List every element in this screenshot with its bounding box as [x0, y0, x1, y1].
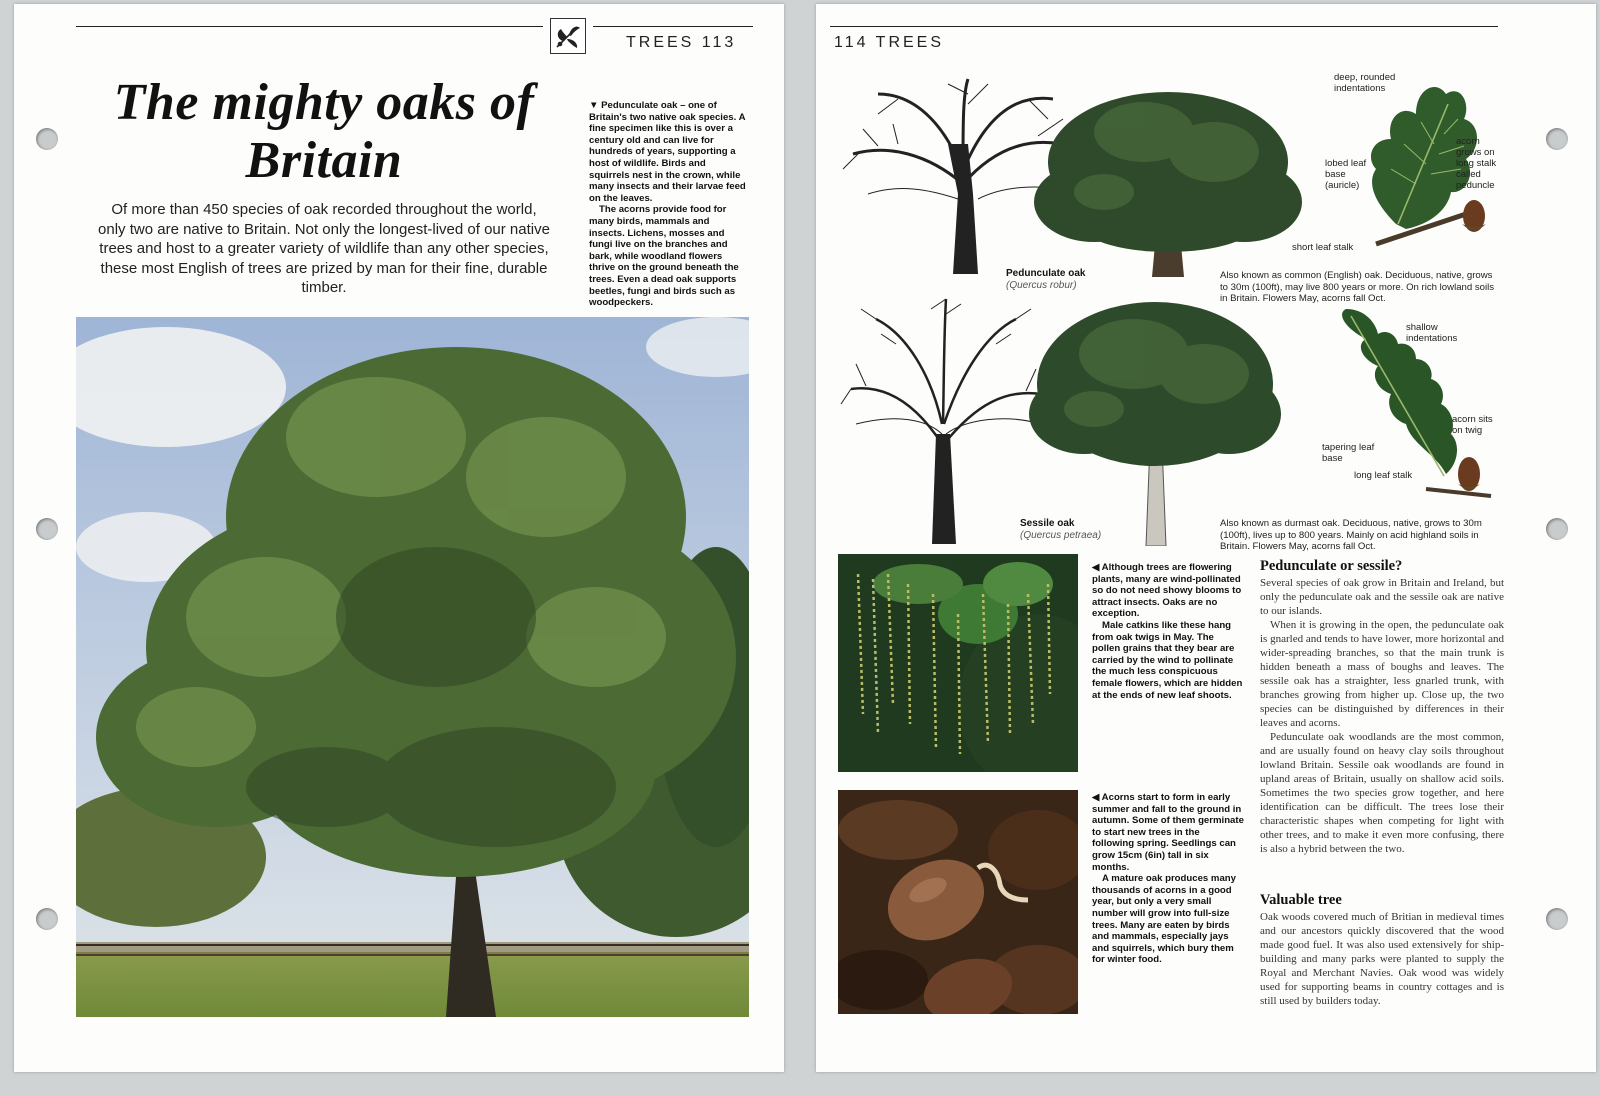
title-line-2: Britain — [245, 132, 403, 189]
binder-hole — [1546, 908, 1568, 930]
binder-hole — [36, 518, 58, 540]
label-long-leaf-stalk: long leaf stalk — [1354, 470, 1413, 481]
running-head: 114 TREES — [834, 34, 945, 51]
sessile-oak-description: Also known as durmast oak. Deciduous, native, grows to 30m (100ft), lives up to 800 years. Mainly on acid highland soils in Britain. Flowers May, acorns fall Oct. — [1220, 518, 1482, 552]
binder-hole — [1546, 128, 1568, 150]
header-rule — [593, 26, 753, 27]
body-paragraph: Pedunculate oak woodlands are the most common, and are usually found on heavy clay soils throughout lowland Britain. Sessile oak woodlands are found in upland areas of Britain, usually on shallow acid soils. Sometimes the two species grow together, and here identification can be difficult. The trees lose their characteristic shapes when competing for light with other trees, and to make it even more confusing, there is also a hybrid between the two. — [1260, 731, 1504, 855]
header-rule — [76, 26, 543, 27]
title-line-1: The mighty oaks of — [113, 74, 535, 131]
caption-paragraph: A mature oak produces many thousands of acorns in a good year, but only a very small number will grow into full-size trees. Many are eaten by birds and mammals, especially jays and squirrels, which bury them for winter food. — [1092, 873, 1236, 966]
caption-paragraph: ▼ Pedunculate oak – one of Britain's two native oak species. A fine specimen like this is over a century old and can live for hundreds of years, supporting a host of wildlife. Birds and squirrels nest in the crown, while many insects and their larvae feed on the leaves. — [589, 100, 746, 204]
common-name: Pedunculate oak — [1006, 268, 1086, 279]
pedunculate-oak-photo — [76, 317, 749, 1017]
photo-caption — [589, 100, 747, 309]
label-acorn-on-twig: acorn sits on twig — [1452, 414, 1493, 436]
label-tapering-leaf-base: tapering leaf base — [1322, 442, 1375, 464]
sessile-oak-name — [1020, 518, 1101, 542]
binder-hole — [36, 128, 58, 150]
caption-paragraph: ◀ Although trees are flowering plants, many are wind-pollinated so do not need showy blooms to attract insects. Oaks are no exception. — [1092, 562, 1242, 620]
oak-leaf-logo-icon — [550, 18, 586, 54]
label-lobed-leaf-base: lobed leaf base (auricle) — [1325, 158, 1367, 191]
body-paragraph: When it is growing in the open, the pedunculate oak is gnarled and tends to have lower, more horizontal and wider-spreading branches, so that the main trunk is hidden beneath a mass of boughs and leaves. The sessile oak has a straighter, less gnarled trunk, with branches growing from higher up. Close up, the two species can be distinguished by differences in their leaves and acorns. — [1260, 619, 1504, 729]
running-head: TREES 113 — [626, 34, 737, 51]
catkins-caption — [1092, 562, 1244, 701]
caption-paragraph: ◀ Acorns start to form in early summer and fall to the ground in autumn. Some of them germinate to start new trees in the following spring. Seedlings can grow 15cm (6in) tall in six months. — [1092, 792, 1244, 873]
label-short-leaf-stalk: short leaf stalk — [1292, 242, 1354, 253]
header-rule — [830, 26, 1498, 27]
intro-paragraph: Of more than 450 species of oak recorded throughout the world, only two are native to Britain. Not only the longest-lived of our native trees and host to a greater variety of wildlife than any other species, these most English of trees are prized by man for their fine, durable timber. — [98, 201, 550, 296]
latin-name: (Quercus robur) — [1006, 280, 1077, 291]
binder-hole — [1546, 518, 1568, 540]
pedunculate-oak-description: Also known as common (English) oak. Deciduous, native, grows to 30m (100ft), may live 800 years or more. On rich lowland soils in Britain. Flowers May, acorns fall Oct. — [1220, 270, 1495, 304]
caption-paragraph: The acorns provide food for many birds, mammals and insects. Lichens, mosses and fungi live on the branches and bark, while woodland flowers thrive on the ground beneath the trees. Even a dead oak supports beetles, fungi and birds such as woodpeckers. — [589, 204, 739, 309]
acorns-caption — [1092, 792, 1244, 966]
body-paragraph: Several species of oak grow in Britain and Ireland, but only the pedunculate oak and the sessile oak are native to our islands. — [1260, 577, 1504, 617]
section-heading: Valuable tree — [1260, 892, 1342, 908]
common-name: Sessile oak — [1020, 518, 1075, 529]
section-heading: Pedunculate or sessile? — [1260, 558, 1403, 574]
sessile-oak-winter-illustration — [836, 294, 1052, 544]
oak-catkins-photo — [838, 554, 1078, 772]
pedunculate-oak-name — [1006, 268, 1085, 292]
latin-name: (Quercus petraea) — [1020, 530, 1102, 541]
sessile-oak-summer-illustration — [1024, 294, 1286, 546]
body-paragraph: Oak woods covered much of Britian in medieval times and our ancestors quickly discovered that the wood made good fuel. It was also used extensively for ship-building and many parks were planted to supply the Royal and Merchant Navies. Oak wood was widely used for supporting beams in country cottages and is still used by builders today. — [1260, 911, 1504, 1007]
caption-paragraph: Male catkins like these hang from oak twigs in May. The pollen grains that they bear are carried by the wind to pollinate the much less conspicuous female flowers, which are hidden at the ends of new leaf shoots. — [1092, 619, 1243, 701]
section-body — [1260, 576, 1504, 856]
label-acorn-peduncle: acorn grows on long stalk called peduncle — [1456, 136, 1497, 191]
germinating-acorn-photo — [838, 790, 1078, 1014]
left-page — [14, 4, 784, 1072]
pedunculate-oak-summer-illustration — [1034, 82, 1302, 277]
label-shallow-indentations: shallow indentations — [1406, 322, 1458, 344]
section-body — [1260, 910, 1504, 1008]
right-page — [816, 4, 1596, 1072]
label-deep-indentations: deep, rounded indentations — [1334, 72, 1396, 94]
page-title — [84, 74, 564, 190]
binder-hole — [36, 908, 58, 930]
